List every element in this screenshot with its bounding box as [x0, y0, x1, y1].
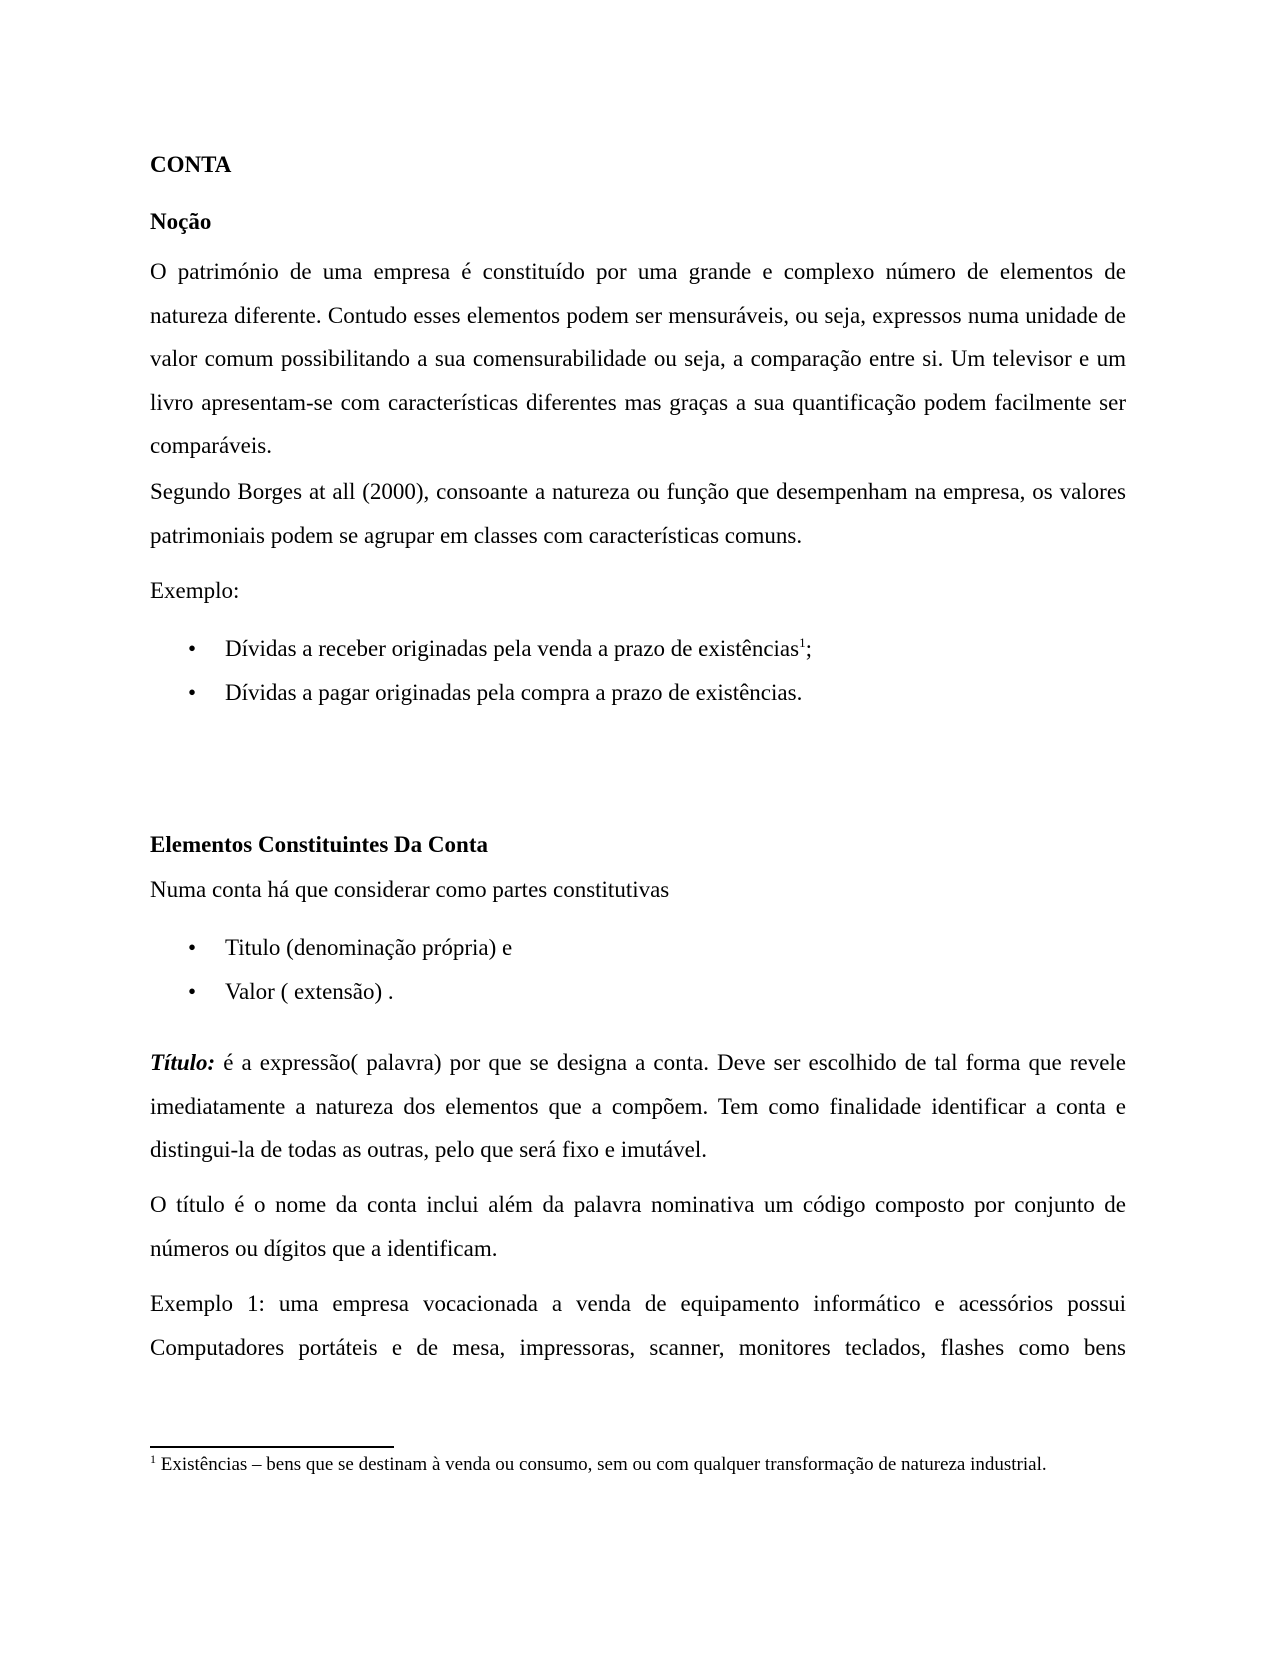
paragraph-titulo: [150, 1041, 1126, 1172]
list-item-text: Dívidas a receber originadas pela venda a prazo de existências: [225, 636, 800, 661]
footnote-number: 1: [150, 1452, 156, 1466]
partes-bullet-list: [150, 926, 1126, 1013]
bullet-icon: •: [188, 679, 197, 705]
paragraph-exemplo-1: Exemplo 1: uma empresa vocacionada a venda de equipamento informático e acessórios possui Computadores portáteis e de mesa, impressoras, scanner, monitores teclados, flashes como bens: [150, 1291, 1126, 1360]
list-item-suffix: ;: [805, 636, 812, 661]
list-item-text: Titulo (denominação própria) e: [225, 935, 513, 960]
term-titulo: Título:: [150, 1050, 216, 1075]
list-item: [150, 671, 1126, 715]
section-heading-elementos: Elementos Constituintes Da Conta: [150, 832, 488, 857]
footnote-separator: [150, 1446, 394, 1448]
paragraph-borges: Segundo Borges at all (2000), consoante a natureza ou função que desempenham na empresa, os valores patrimoniais podem se agrupar em classes com características comuns.: [150, 479, 1126, 548]
list-item: [150, 926, 1126, 970]
paragraph-titulo-body: é a expressão( palavra) por que se designa a conta. Deve ser escolhido de tal forma que revele imediatamente a natureza dos elementos que a compõem. Tem como finalidade identificar a conta e distingui-la de todas as outras, pelo que será fixo e imutável.: [150, 1050, 1126, 1162]
list-item-text: Valor ( extensão) .: [225, 978, 394, 1004]
paragraph-patrimonio: O património de uma empresa é constituído por uma grande e complexo número de elementos de natureza diferente. Contudo esses elementos podem ser mensuráveis, ou seja, expressos numa unidade de valor comum possibilitando a sua comensurabilidade ou seja, a comparação entre si. Um televisor e um livro apresentam-se com características diferentes mas graças a sua quantificação podem facilmente ser comparáveis.: [150, 259, 1126, 458]
footnote-reference[interactable]: 1: [799, 635, 806, 650]
example-bullet-list: [150, 627, 1126, 714]
bullet-icon: •: [188, 978, 197, 1004]
bullet-icon: •: [188, 636, 197, 661]
document-title: CONTA: [150, 152, 232, 177]
bullet-icon: •: [188, 935, 197, 960]
section-heading-nocao: Noção: [150, 209, 212, 234]
paragraph-codigo: O título é o nome da conta inclui além da palavra nominativa um código composto por conjunto de números ou dígitos que a identificam.: [150, 1192, 1126, 1261]
document-page: [150, 0, 1126, 1656]
list-item: [150, 970, 1126, 1014]
paragraph-intro-partes: Numa conta há que considerar como partes constitutivas: [150, 877, 670, 902]
footnote: [150, 1452, 1126, 1477]
footnote-text: Existências – bens que se destinam à venda ou consumo, sem ou com qualquer transformação de natureza industrial.: [156, 1454, 1047, 1475]
list-item-text: Dívidas a pagar originadas pela compra a prazo de existências.: [225, 679, 803, 705]
example-label: Exemplo:: [150, 578, 240, 603]
list-item: [150, 627, 1126, 671]
